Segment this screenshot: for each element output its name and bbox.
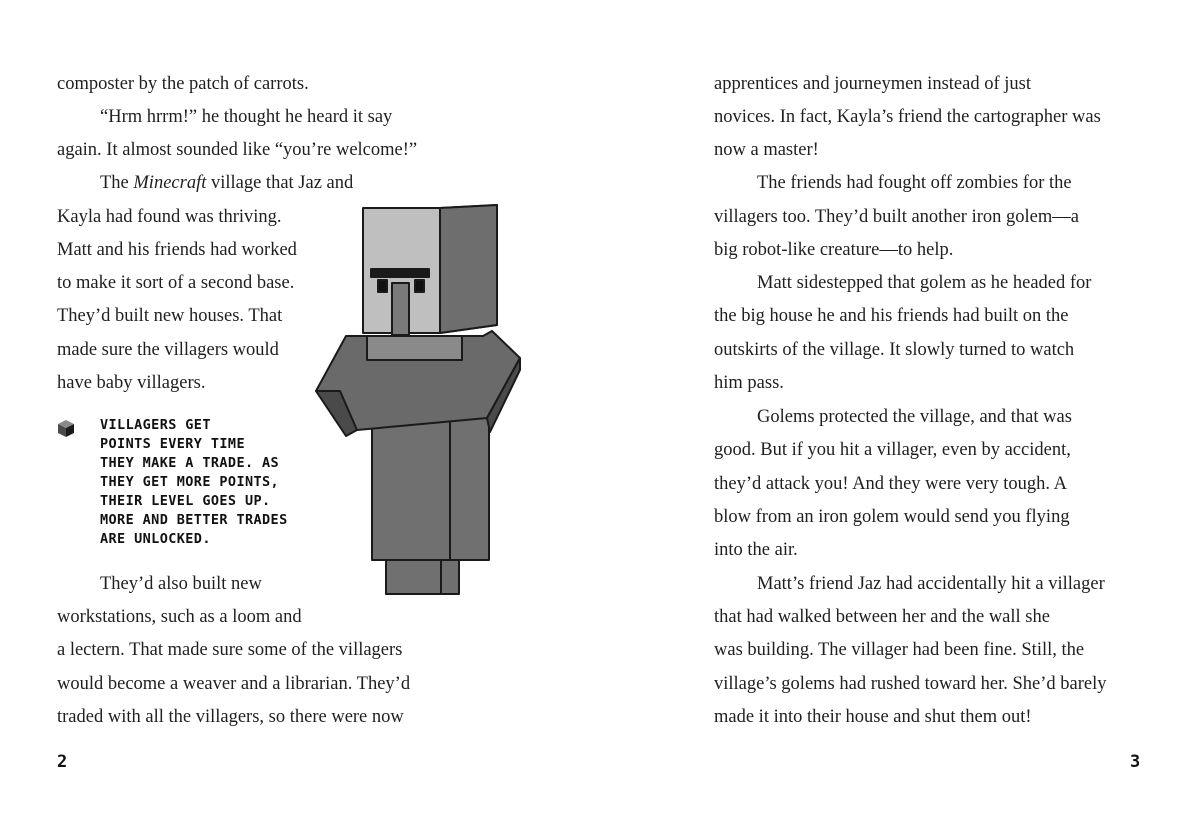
text-span: village that Jaz and xyxy=(206,173,354,193)
page-number: 3 xyxy=(1130,752,1141,772)
text-line: good. But if you hit a villager, even by accident, xyxy=(714,440,1071,460)
villager-illustration xyxy=(305,200,535,610)
text-line: Kayla had found was thriving. xyxy=(57,207,282,227)
right-page xyxy=(600,0,1200,814)
fact-line: THEY MAKE A TRADE. AS xyxy=(100,455,280,471)
text-line: novices. In fact, Kayla’s friend the cartographer was xyxy=(714,107,1101,127)
text-line: Golems protected the village, and that was xyxy=(757,407,1072,427)
fact-line: VILLAGERS GET xyxy=(100,417,211,433)
text-line: was building. The villager had been fine. Still, the xyxy=(714,640,1085,660)
text-line: into the air. xyxy=(714,540,798,560)
text-line: Matt’s friend Jaz had accidentally hit a villager xyxy=(757,574,1105,594)
text-line: a lectern. That made sure some of the villagers xyxy=(57,640,403,660)
fact-line: POINTS EVERY TIME xyxy=(100,436,245,452)
text-line: made it into their house and shut them out! xyxy=(714,707,1032,727)
fact-line: MORE AND BETTER TRADES xyxy=(100,512,288,528)
fact-line: ARE UNLOCKED. xyxy=(100,531,211,547)
title-italic: Minecraft xyxy=(133,173,207,193)
text-line: big robot-like creature—to help. xyxy=(714,240,954,260)
text-line: They’d built new houses. That xyxy=(57,306,283,326)
text-line: village’s golems had rushed toward her. She’d barely xyxy=(714,674,1107,694)
text-span: The xyxy=(100,173,134,193)
fact-line: THEY GET MORE POINTS, xyxy=(100,474,280,490)
page-number: 2 xyxy=(57,752,68,772)
text-line: him pass. xyxy=(714,373,784,393)
text-line: have baby villagers. xyxy=(57,373,206,393)
text-line: the big house he and his friends had built on the xyxy=(714,306,1069,326)
text-line: blow from an iron golem would send you flying xyxy=(714,507,1070,527)
text-line: apprentices and journeymen instead of just xyxy=(714,74,1031,94)
text-line: They’d also built new xyxy=(100,574,262,594)
text-line: villagers too. They’d built another iron golem—a xyxy=(714,207,1079,227)
text-line: workstations, such as a loom and xyxy=(57,607,302,627)
text-line: The friends had fought off zombies for the xyxy=(757,173,1072,193)
text-line: they’d attack you! And they were very tough. A xyxy=(714,474,1067,494)
text-line: Matt and his friends had worked xyxy=(57,240,297,260)
text-line: now a master! xyxy=(714,140,819,160)
text-line: “Hrm hrrm!” he thought he heard it say xyxy=(100,107,393,127)
text-line: outskirts of the village. It slowly turned to watch xyxy=(714,340,1075,360)
text-line-minecraft xyxy=(100,173,353,193)
text-line: composter by the patch of carrots. xyxy=(57,74,309,94)
text-line: that had walked between her and the wall she xyxy=(714,607,1050,627)
text-line: would become a weaver and a librarian. They’d xyxy=(57,674,411,694)
text-line: again. It almost sounded like “you’re welcome!” xyxy=(57,140,418,160)
text-line: traded with all the villagers, so there were now xyxy=(57,707,404,727)
text-line: made sure the villagers would xyxy=(57,340,279,360)
text-line: Matt sidestepped that golem as he headed for xyxy=(757,273,1092,293)
text-line: to make it sort of a second base. xyxy=(57,273,295,293)
cube-bullet-icon xyxy=(56,418,76,438)
fact-line: THEIR LEVEL GOES UP. xyxy=(100,493,271,509)
